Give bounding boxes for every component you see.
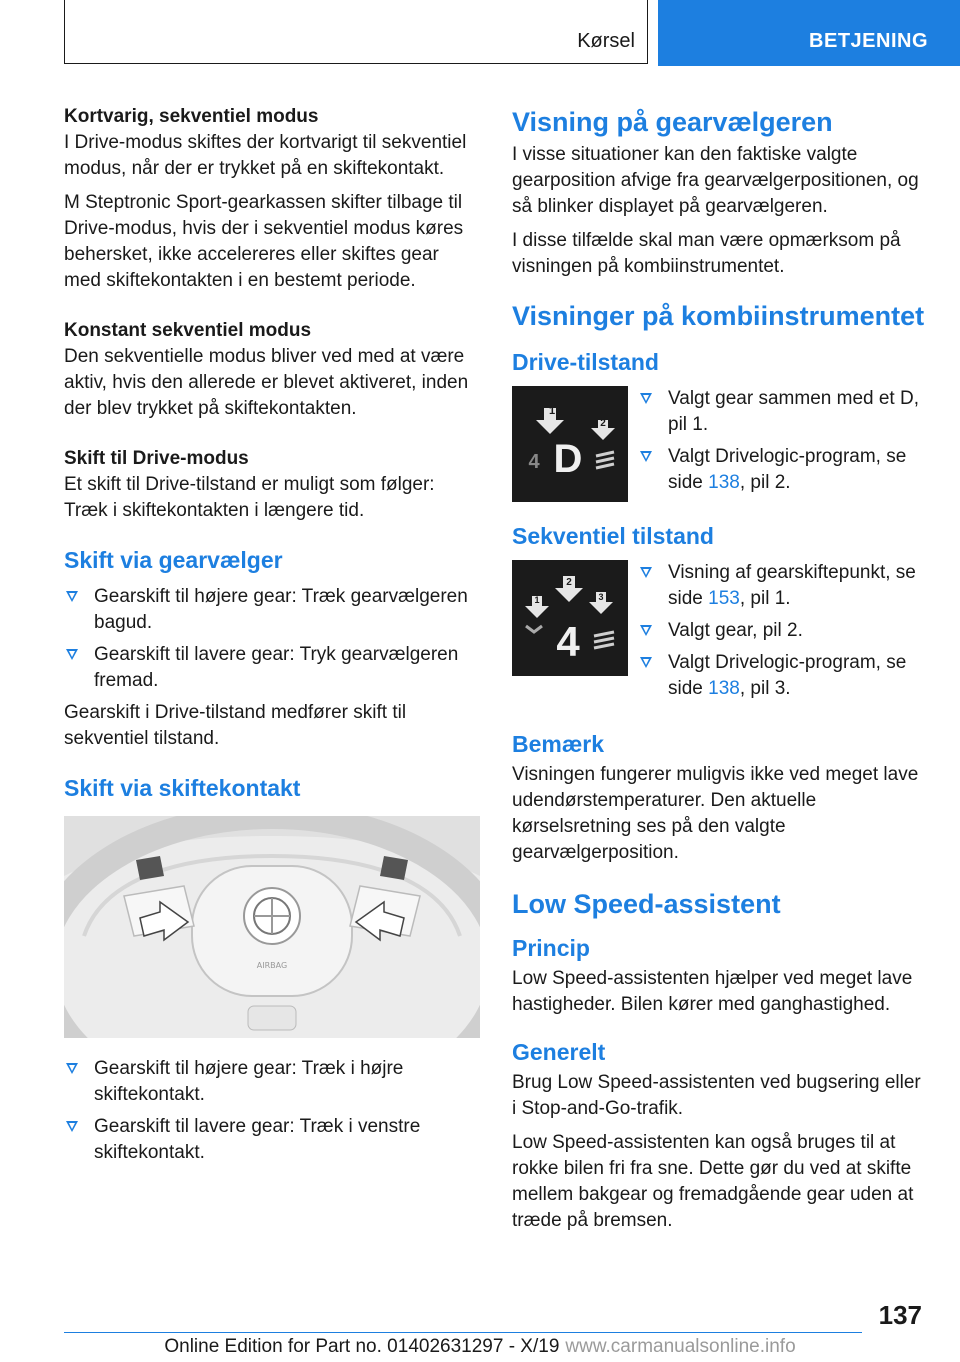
skift-drive-heading: Skift til Drive-modus [64,448,249,469]
list-item: Visning af gearskiftepunkt, se side 153, pil 1. [638,560,928,612]
drive-display-row [512,386,928,502]
drive-display-image [512,386,628,502]
visninger-kombi-heading: Visninger på kombiinstrumentet [512,301,925,331]
konstant-heading: Konstant sekventiel modus [64,320,312,341]
triangle-bullet-icon [66,1063,78,1074]
via-gear-p1: Gearskift i Drive-tilstand medfører skift til sekventiel tilstand. [64,702,407,749]
kortvarig-p2: M Steptronic Sport-gearkassen skifter tilbage til Drive-modus, hvis der i sekventiel modus køres behersket, ikke accelereres eller skiftes gear med skiftekontakten i en bestemt periode. [64,192,464,291]
footer-divider [64,1332,862,1333]
sekventiel-heading: Sekventiel tilstand [512,523,714,549]
sekventiel-list [638,560,928,702]
via-gear-list [64,584,480,694]
list-item: Valgt gear, pil 2. [638,618,928,644]
list-item: Gearskift til lavere gear: Tryk gearvælgeren fremad. [64,642,480,694]
generelt-p2: Low Speed-assistenten kan også bruges til at rokke bilen fri fra sne. Dette gør du ved at skifte mellem bakgear og fremadgående gear uden at træde på bremsen. [512,1132,914,1231]
sek-arrow-3-label: 3 [598,592,604,602]
airbag-label: AIRBAG [256,961,288,970]
sek-arrow-2-label: 2 [566,577,572,588]
footer-edition: Online Edition for Part no. 01402631297 - X/19 www.carmanualsonline.info [164,1336,796,1357]
list-item: Valgt Drivelogic-program, se side 138, pil 2. [638,444,928,496]
steering-wheel-illustration [64,816,480,1038]
low-speed-heading: Low Speed-assistent [512,889,781,919]
drive-gear-big: D [553,437,583,481]
left-column [64,104,480,1172]
triangle-bullet-icon [640,393,652,404]
list-item: Gearskift til lavere gear: Træk i venstre skiftekontakt. [64,1114,480,1166]
triangle-bullet-icon [66,591,78,602]
page-link-138[interactable]: 138 [708,678,740,699]
via-kontakt-heading: Skift via skiftekontakt [64,775,301,801]
footer-watermark: www.carmanualsonline.info [565,1336,796,1357]
princip-p1: Low Speed-assistenten hjælper ved meget lave hastigheder. Bilen kører med ganghastighed. [512,968,913,1015]
sek-gear-big: 4 [556,618,580,665]
drive-arrow-1-label: 1 [548,405,556,417]
skift-drive-p1: Et skift til Drive-tilstand er muligt som følger: [64,474,435,495]
bemaerk-p1: Visningen fungerer muligvis ikke ved meget lave udendørstemperaturer. Den aktuelle kørselsretning ses på den valgte gearvælgerposition. [512,764,919,863]
drive-gear-small: 4 [528,451,540,473]
header-section-title: Kørsel [577,30,635,52]
konstant-p1: Den sekventielle modus bliver ved med at være aktiv, hvis den allerede er blevet aktiveret, inden der blev trykket på skiftekontakten. [64,346,469,419]
triangle-bullet-icon [640,451,652,462]
list-item: Valgt gear sammen med et D, pil 1. [638,386,928,438]
triangle-bullet-icon [640,567,652,578]
triangle-bullet-icon [640,657,652,668]
list-item: Gearskift til højere gear: Træk i højre skiftekontakt. [64,1056,480,1108]
via-gear-heading: Skift via gearvælger [64,547,283,573]
drive-heading: Drive-tilstand [512,349,659,375]
triangle-bullet-icon [66,1121,78,1132]
header-chapter-title: BETJENING [809,30,928,52]
list-item: Gearskift til højere gear: Træk gearvælgeren bagud. [64,584,480,636]
visning-gear-heading: Visning på gearvælgeren [512,107,833,137]
generelt-heading: Generelt [512,1039,606,1065]
page-number: 137 [878,1300,922,1330]
sekventiel-display-row [512,560,928,710]
sek-arrow-1-label: 1 [534,595,540,605]
kortvarig-p1: I Drive-modus skiftes der kortvarigt til sekventiel modus, når der er trykket på en skiftekontakt. [64,132,467,179]
triangle-bullet-icon [640,625,652,636]
kortvarig-heading: Kortvarig, sekventiel modus [64,106,319,127]
visning-gear-p1: I visse situationer kan den faktiske valgte gearposition afvige fra gearvælgerpositionen, og så blinker displayet på gearvælgeren. [512,144,919,217]
right-column [512,104,928,1242]
drive-list [638,386,928,496]
bemaerk-heading: Bemærk [512,731,605,757]
list-item: Valgt Drivelogic-program, se side 138, pil 3. [638,650,928,702]
header-chapter-box [658,0,960,66]
generelt-p1: Brug Low Speed-assistenten ved bugsering eller i Stop-and-Go-trafik. [512,1072,921,1119]
via-kontakt-list [64,1056,480,1166]
visning-gear-p2: I disse tilfælde skal man være opmærksom på visningen på kombiinstrumentet. [512,230,901,277]
triangle-bullet-icon [66,649,78,660]
princip-heading: Princip [512,935,590,961]
page-link-153[interactable]: 153 [708,588,740,609]
drive-arrow-2-label: 2 [600,418,606,429]
skift-drive-p2: Træk i skiftekontakten i længere tid. [64,500,365,521]
page-link-138[interactable]: 138 [708,472,740,493]
sekventiel-display-image [512,560,628,676]
header-section-box [64,0,648,64]
